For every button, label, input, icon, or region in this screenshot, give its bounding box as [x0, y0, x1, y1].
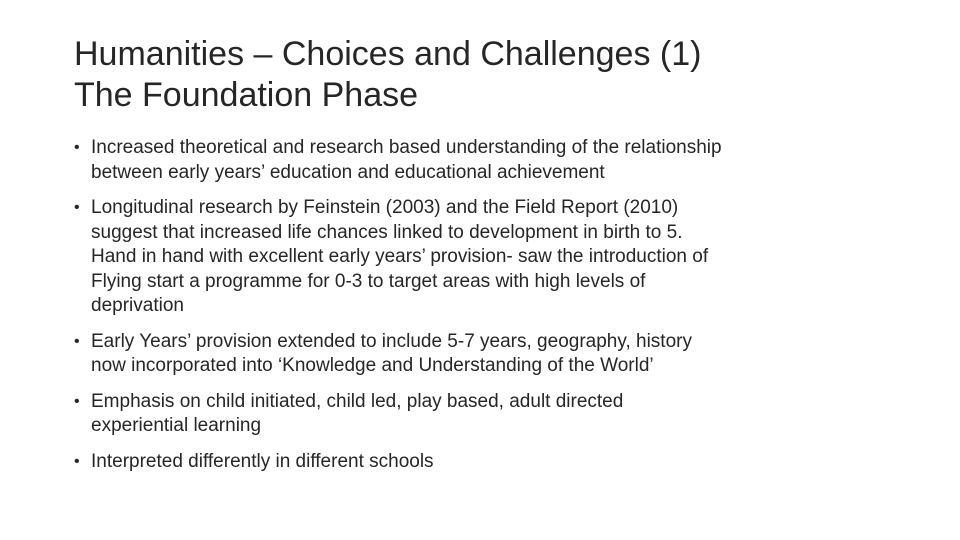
slide-title-line-2: The Foundation Phase	[74, 76, 419, 114]
bullet-text-line: Early Years’ provision extended to include 5-7 years, geography, history	[91, 330, 692, 352]
slide-title-line-1: Humanities – Choices and Challenges (1)	[74, 35, 702, 73]
bullet-text-line: Hand in hand with excellent early years’ provision- saw the introduction of	[91, 246, 709, 267]
bullet-item	[74, 450, 894, 475]
bullet-item	[74, 330, 894, 379]
bullet-dot-icon: •	[74, 392, 80, 410]
bullet-text-line: suggest that increased life chances linked to development in birth to 5.	[91, 221, 683, 243]
bullet-dot-icon: •	[74, 332, 80, 350]
bullet-text-line: Interpreted differently in different schools	[91, 450, 434, 472]
bullet-text-line: experiential learning	[91, 415, 262, 436]
bullet-text-line: Emphasis on child initiated, child led, play based, adult directed	[91, 390, 624, 412]
bullet-list	[74, 136, 894, 485]
bullet-text-line: Flying start a programme for 0-3 to target areas with high levels of	[91, 270, 646, 292]
bullet-text-line: deprivation	[91, 295, 184, 316]
bullet-text-line: now incorporated into ‘Knowledge and Understanding of the World’	[91, 355, 654, 376]
bullet-text-line: Increased theoretical and research based understanding of the relationship	[91, 137, 722, 158]
slide-title	[74, 34, 934, 116]
bullet-item	[74, 196, 894, 319]
bullet-dot-icon: •	[74, 139, 80, 156]
bullet-dot-icon: •	[74, 452, 80, 470]
bullet-text-line: Longitudinal research by Feinstein (2003) and the Field Report (2010)	[91, 197, 679, 218]
bullet-dot-icon: •	[74, 199, 80, 216]
bullet-item	[74, 390, 894, 439]
bullet-item	[74, 136, 894, 185]
bullet-text-line: between early years’ education and educational achievement	[91, 161, 605, 183]
